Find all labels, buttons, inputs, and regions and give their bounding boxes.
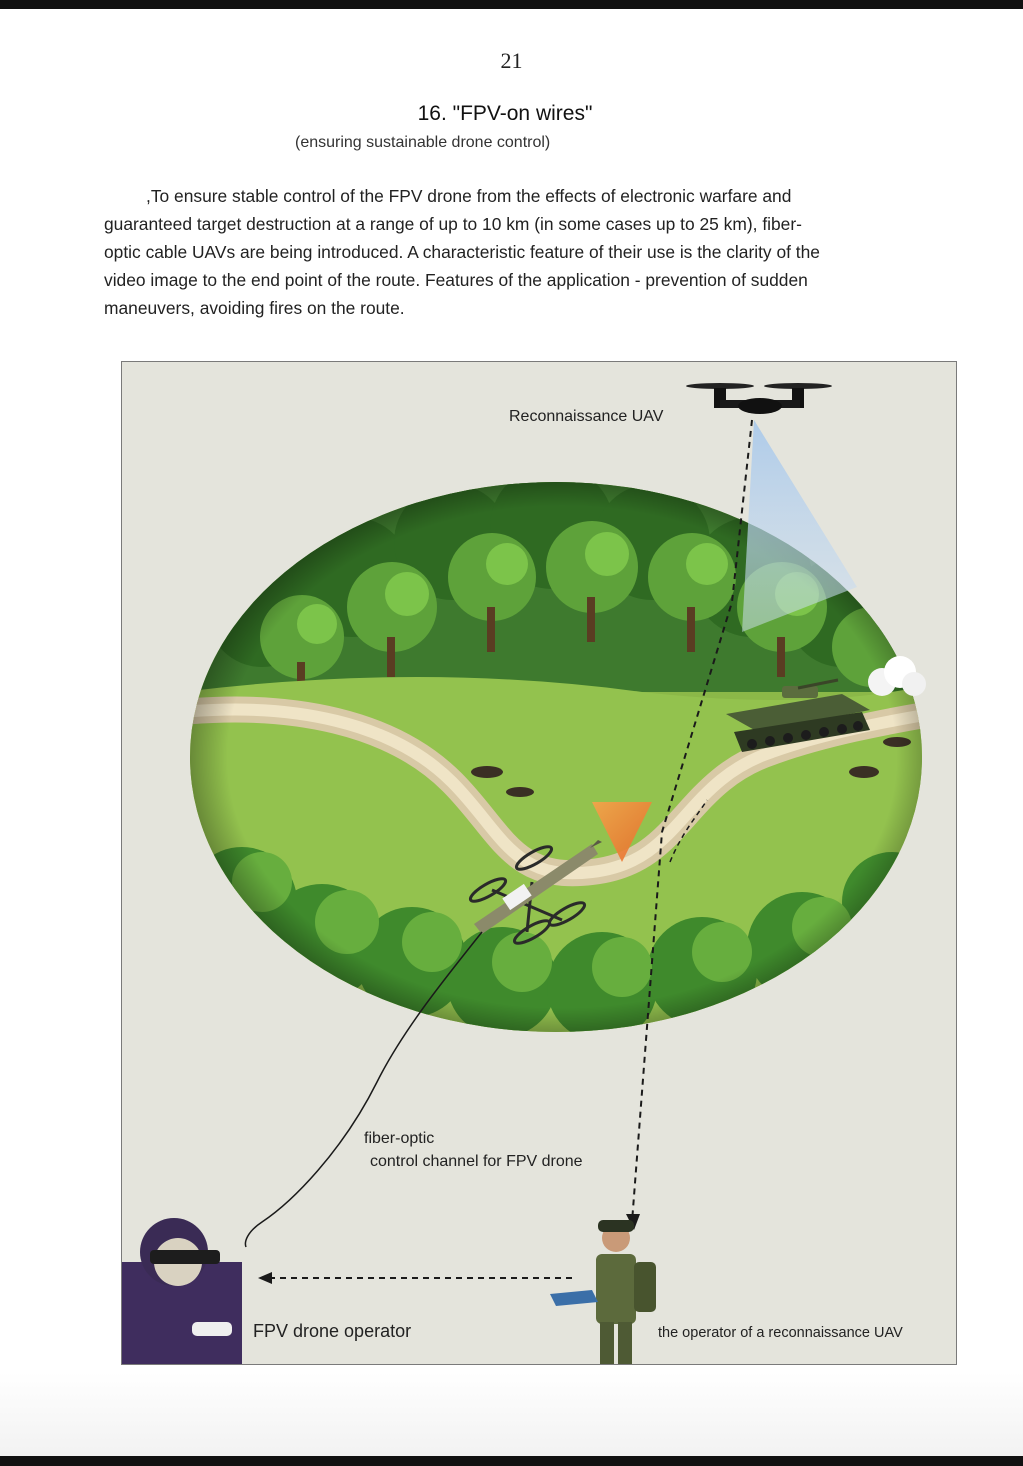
recon-operator-label: the operator of a reconnaissance UAV [658,1325,903,1341]
diagram-illustration [122,362,957,1365]
recon-operator-figure [550,1220,656,1365]
bottom-bar [0,1456,1023,1466]
fpv-operator-label: FPV drone operator [253,1321,412,1341]
body-paragraph [104,182,834,322]
arrowhead-left [258,1272,272,1284]
recon-uav-label: Reconnaissance UAV [509,408,664,425]
section-title: 16. "FPV-on wires" [417,102,593,125]
reconnaissance-uav [686,383,832,414]
fiber-optic-label: fiber-optic [364,1130,435,1147]
battlefield-scene [182,465,957,1052]
section-subtitle: (ensuring sustainable drone control) [295,134,551,151]
paragraph-text: ,To ensure stable control of the FPV drone from the effects of electronic warfare and guaranteed target destruction at a range of up to 10 km (in some cases up to 25 km), fiber-optic cable UAVs are being introduced. A characteristic feature of their use is the clarity of the video image to the end point of the route. Features of the application - prevention of sudden maneuvers, avoiding fires on the route. [104,186,820,318]
top-bar [0,0,1023,9]
fpv-operator-figure [122,1218,242,1365]
page-number: 21 [500,48,523,73]
control-channel-label: control channel for FPV drone [370,1153,583,1170]
page-bottom-shadow [0,1372,1023,1456]
fpv-fiber-diagram [121,361,957,1365]
